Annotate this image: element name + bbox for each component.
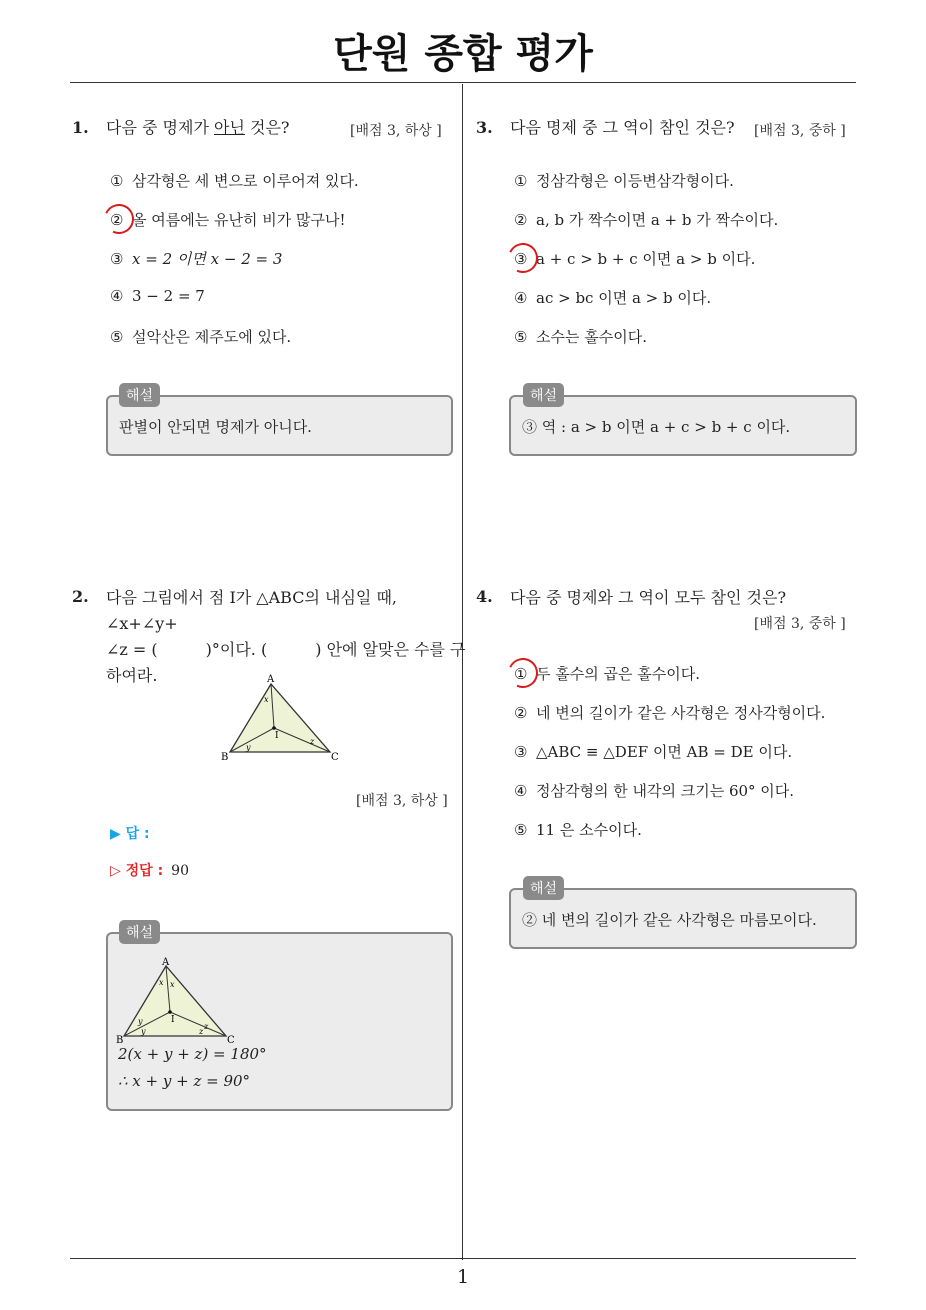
underlined-word: 아닌 bbox=[214, 118, 245, 137]
angle-label-y: y bbox=[246, 743, 251, 752]
answer-label: ▶ 답 : bbox=[110, 826, 150, 842]
answer-circle-mark bbox=[100, 200, 138, 238]
option-5[interactable]: ⑤ 소수는 홀수이다. bbox=[514, 328, 647, 346]
question-text: 다음 그림에서 점 I가 △ABC의 내심일 때, ∠x+∠y+ ∠z = ( )°이다. ( ) 안에 알맞은 수를 구 하여라. bbox=[106, 588, 466, 685]
explanation-tag: 해설 bbox=[119, 383, 160, 407]
angle-label-x: x bbox=[159, 978, 164, 987]
option-1[interactable]: ① 삼각형은 세 변으로 이루어져 있다. bbox=[110, 172, 359, 190]
question-text: 다음 중 명제와 그 역이 모두 참인 것은? bbox=[510, 588, 787, 607]
question-number: 4. bbox=[476, 587, 493, 606]
option-2[interactable]: ② 올 여름에는 유난히 비가 많구나! bbox=[110, 211, 346, 229]
angle-label-x: x bbox=[264, 695, 269, 704]
angle-label-x: x bbox=[170, 980, 175, 989]
option-3[interactable]: ③ x = 2 이면 x − 2 = 3 bbox=[110, 250, 283, 268]
score-label: [배점 3, 하상 ] bbox=[350, 123, 442, 139]
vertex-label-c: C bbox=[227, 1035, 235, 1046]
explanation-line-1: 2(x + y + z) = 180° bbox=[118, 1045, 267, 1063]
option-4[interactable]: ④ ac > bc 이면 a > b 이다. bbox=[514, 289, 712, 307]
page-title: 단원 종합 평가 bbox=[333, 31, 593, 77]
angle-label-y: y bbox=[141, 1027, 146, 1036]
explanation-tag: 해설 bbox=[523, 876, 564, 900]
explanation-tag: 해설 bbox=[119, 920, 160, 944]
correct-answer: ▷ 정답 : 90 bbox=[110, 863, 189, 879]
angle-label-z: z bbox=[310, 737, 315, 746]
question-number: 2. bbox=[72, 587, 89, 606]
explanation-text: ② 네 변의 길이가 같은 사각형은 마름모이다. bbox=[522, 911, 817, 929]
angle-label-z: z bbox=[199, 1027, 204, 1036]
vertex-label-a: A bbox=[162, 957, 170, 968]
option-3[interactable]: ③ △ABC ≡ △DEF 이면 AB = DE 이다. bbox=[514, 743, 793, 761]
explanation-text: 판별이 안되면 명제가 아니다. bbox=[119, 418, 312, 436]
vertex-label-a: A bbox=[267, 674, 275, 685]
incenter-label: I bbox=[275, 731, 279, 741]
angle-label-y: y bbox=[138, 1017, 143, 1026]
option-1[interactable]: ① 정삼각형은 이등변삼각형이다. bbox=[514, 172, 734, 190]
answer-circle-mark bbox=[504, 654, 542, 692]
column-divider bbox=[462, 84, 463, 1260]
vertex-label-b: B bbox=[116, 1035, 124, 1046]
question-text: 다음 명제 중 그 역이 참인 것은? bbox=[510, 118, 735, 137]
explanation-triangle-figure bbox=[110, 954, 245, 1046]
answer-circle-mark bbox=[504, 239, 542, 277]
triangle-figure bbox=[218, 670, 344, 766]
score-label: [배점 3, 중하 ] bbox=[754, 123, 846, 139]
page-number: 1 bbox=[456, 1266, 470, 1288]
option-2[interactable]: ② 네 변의 길이가 같은 사각형은 정사각형이다. bbox=[514, 704, 826, 722]
explanation-line-2: ∴ x + y + z = 90° bbox=[118, 1072, 251, 1090]
option-5[interactable]: ⑤ 설악산은 제주도에 있다. bbox=[110, 328, 292, 346]
angle-label-z: z bbox=[204, 1022, 209, 1031]
option-4[interactable]: ④ 정삼각형의 한 내각의 크기는 60° 이다. bbox=[514, 782, 795, 800]
question-number: 3. bbox=[476, 118, 493, 137]
score-label: [배점 3, 하상 ] bbox=[356, 793, 448, 809]
option-4[interactable]: ④ 3 − 2 = 7 bbox=[110, 287, 205, 305]
option-3[interactable]: ③ a + c > b + c 이면 a > b 이다. bbox=[514, 250, 756, 268]
vertex-label-b: B bbox=[221, 752, 229, 763]
explanation-text: ③ 역 : a > b 이면 a + c > b + c 이다. bbox=[522, 418, 791, 436]
option-5[interactable]: ⑤ 11 은 소수이다. bbox=[514, 821, 642, 839]
explanation-tag: 해설 bbox=[523, 383, 564, 407]
question-number: 1. bbox=[72, 118, 89, 137]
question-text: 다음 중 명제가 아닌 것은? bbox=[106, 118, 290, 137]
top-divider bbox=[70, 82, 856, 83]
option-1[interactable]: ① 두 홀수의 곱은 홀수이다. bbox=[514, 665, 700, 683]
score-label: [배점 3, 중하 ] bbox=[754, 616, 846, 632]
bottom-divider bbox=[70, 1258, 856, 1259]
option-2[interactable]: ② a, b 가 짝수이면 a + b 가 짝수이다. bbox=[514, 211, 779, 229]
vertex-label-c: C bbox=[331, 752, 339, 763]
incenter-label: I bbox=[171, 1015, 175, 1025]
